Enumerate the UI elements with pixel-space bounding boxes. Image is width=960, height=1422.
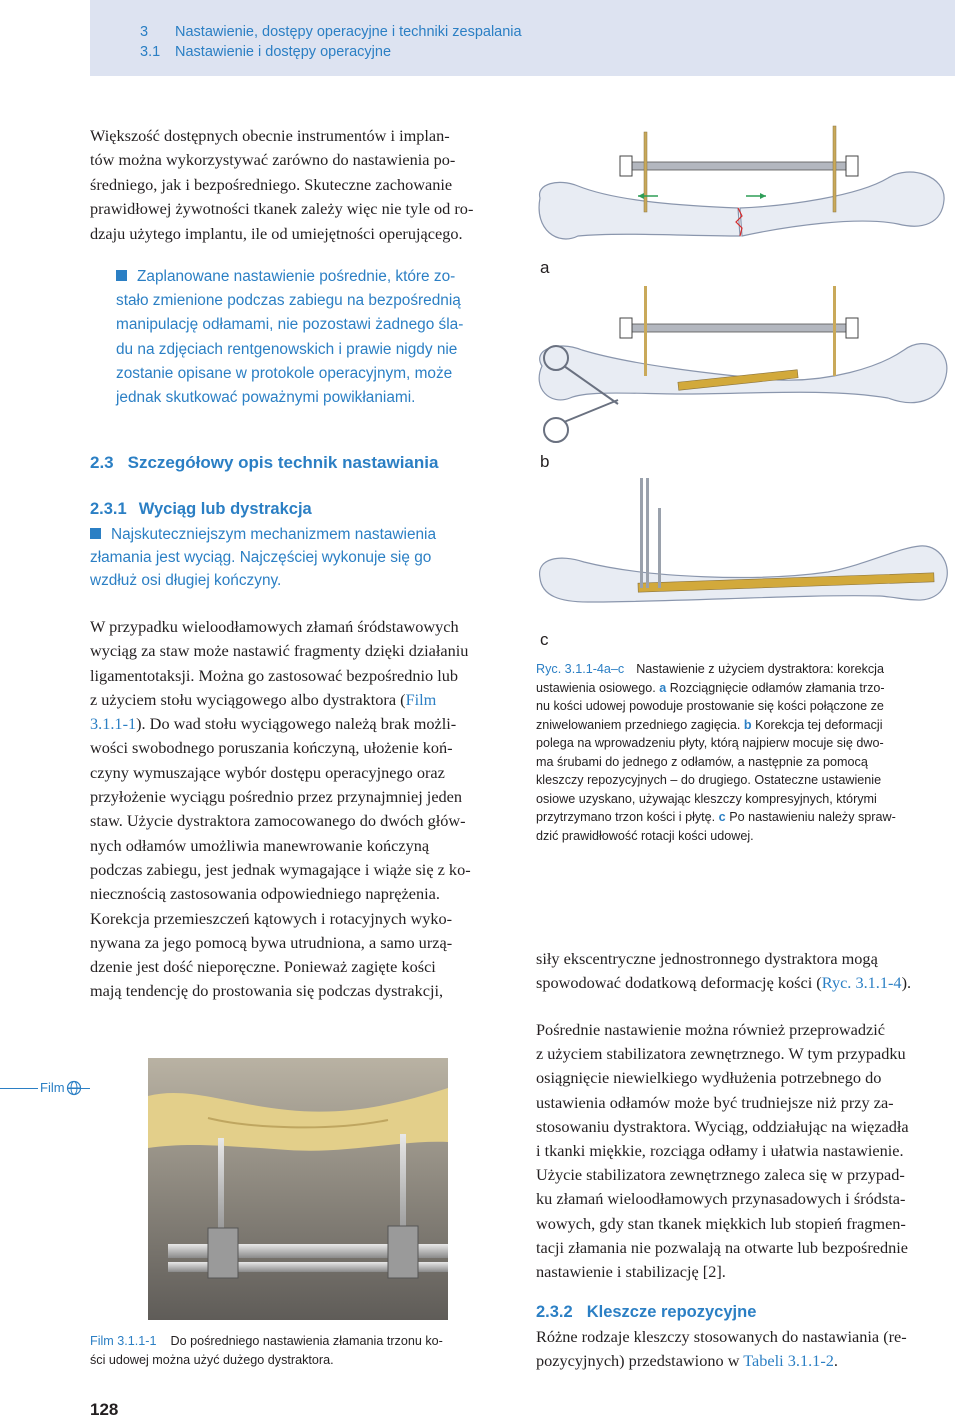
film-link[interactable]: Film	[405, 689, 437, 709]
text-line: Większość dostępnych obecnie instrumentów i implan-	[90, 126, 450, 145]
section-2-3-2-text: Różne rodzaje kleszczy stosowanych do nastawiania (re- pozycyjnych) przedstawiono w Tabeli 3.1.1-2.	[536, 1327, 907, 1371]
chapter-title: Nastawienie, dostępy operacyjne i techniki zespalania	[175, 24, 522, 40]
running-header	[90, 0, 955, 76]
film-label: Film	[40, 1080, 65, 1095]
figure-label-a: a	[540, 258, 550, 277]
figure-caption: Ryc. 3.1.1-4a–c Nastawienie z użyciem dystraktora: korekcja ustawienia osiowego. a Rozciągnięcie odłamów złamania trzo- nu kości udowej powoduje prostowanie się kości połączone ze zniwelowaniem przedniego zagięcia. b Korekcja tej deformacji polega na wprowadzeniu płyty, którą najpierw mocuje się dwo- ma śrubami do jednego z odłamów, a następnie za pomocą kleszczy repozycyjnych – do drugiego. Ostateczne ustawienie osiowe uzyskano, używając kleszczy kompresyjnych, którymi przytrzymano trzon kości i płytę. c Po nastawieniu należy spraw- dzić prawidłowość rotacji kości udowej.	[536, 662, 896, 843]
panel-c-drawing	[540, 478, 948, 602]
text-line: du na zdjęciach rentgenowskich i prawie nigdy nie	[116, 340, 458, 358]
highlight-note-2	[90, 523, 514, 592]
body-paragraph-right-2: Pośrednie nastawienie można również przeprowadzić z użyciem stabilizatora zewnętrznego. W tym przypadku osiągnięcie niewielkiego wydłużenia potrzebnego do ustawienia odłamów może być trudniejsze niż przy za- stosowaniu dystraktora. Wyciąg, oddziałując na więzadła i tkanki miękkie, rozciąga odłamy i ułatwia nastawienie. Użycie stabilizatora zewnętrznego zaleca się w przypad- ku złamań wieloodłamowych przynasadowych i śródsta- wowych, gdy stan tkanek miękkich lub stopień fragmen- tacji złamania nie pozwalają na otwarte lub bezpośrednie nastawienie i stabilizację [2].	[536, 1020, 909, 1282]
figure-label-b: b	[540, 452, 550, 471]
section-number: 3.1	[140, 44, 161, 60]
chapter-heading	[140, 24, 522, 40]
chapter-number: 3	[140, 24, 149, 40]
square-bullet-icon	[90, 528, 101, 539]
text-line: prawidłowej żywotności tkanek zależy więc nie tyle od ro-	[90, 199, 474, 219]
text-line: złamania jest wyciąg. Najczęściej wykonuje się go	[90, 549, 432, 566]
highlight-note	[116, 265, 512, 410]
figure-link[interactable]: Ryc. 3.1.1-4	[821, 973, 902, 993]
distractor-illustration	[528, 118, 960, 658]
text-line: średniego, jak i bezpośredniego. Skuteczne zachowanie	[90, 174, 453, 194]
text-line: Najskuteczniejszym mechanizmem nastawienia	[90, 523, 514, 546]
film-still-photo	[148, 1058, 448, 1320]
film-globe-icon	[66, 1080, 82, 1096]
intro-paragraph	[90, 124, 510, 246]
text-line: stało zmienione podczas zabiegu na bezpośrednią	[116, 292, 461, 310]
page-number: 128	[90, 1400, 119, 1419]
film-link-number[interactable]: 3.1.1-1	[90, 714, 137, 734]
text-line: wzdłuż osi długiej kończyny.	[90, 572, 282, 589]
film-margin-marker[interactable]	[0, 1060, 90, 1116]
square-bullet-icon	[116, 270, 127, 281]
text-line: zostanie opisane w protokole operacyjnym, może	[116, 364, 453, 382]
section-heading	[140, 44, 391, 60]
text-line: jednak skutkować poważnymi powikłaniami.	[116, 389, 416, 407]
text-line: tów można wykorzystywać zarówno do nastawienia po-	[90, 150, 456, 170]
text-line: dzaju użytego implantu, ile od umiejętności operującego.	[90, 223, 463, 243]
body-paragraph-right-1: siły ekscentryczne jednostronnego dystraktora mogą spowodować dodatkową deformację kości (Ryc. 3.1.1-4).	[536, 949, 912, 993]
text-line: manipulację odłamami, nie pozostawi żadnego śla-	[116, 316, 464, 334]
section-heading-2-3-1: 2.3.1 Wyciąg lub dystrakcja	[90, 500, 312, 518]
table-link[interactable]: Tabeli 3.1.1-2	[743, 1351, 834, 1371]
body-paragraph-left: W przypadku wieloodłamowych złamań śródstawowych wyciąg za staw może nastawić fragmenty dzięki działaniu ligamentotaksji. Można go zastosować bezpośrednio lub z użyciem stołu wyciągowego albo dystraktora (Film 3.1.1-1). Do wad stołu wyciągowego należą brak możli- wości swobodnego poruszania kończyną, ułożenie koń- czyny wymuszające wybór dostępu operacyjnego oraz przyłożenie wyciągu pośrednio przez przynajmniej jeden staw. Użycie dystraktora zamocowanego do dwóch głów- nych odłamów umożliwia manewrowanie kończyną podczas zabiegu, jest jednak wymagające i wiąże się z ko- niecznością zastosowania odpowiedniego naprężenia. Korekcja przemieszczeń kątowych i rotacyjnych wyko- nywana za jego pomocą bywa utrudniona, a samo urzą- dzenie jest dość nieporęczne. Ponieważ zagięte kości mają tendencję do prostowania się podczas dystrakcji,	[90, 617, 471, 1001]
text-line: Zaplanowane nastawienie pośrednie, które zo-	[116, 265, 512, 289]
section-heading-2-3-2: 2.3.2 Kleszcze repozycyjne	[536, 1303, 757, 1321]
figure-label-c: c	[540, 630, 549, 649]
panel-b-drawing	[539, 286, 947, 442]
section-heading-2-3: 2.3 Szczegółowy opis technik nastawiania	[90, 453, 439, 472]
section-title: Nastawienie i dostępy operacyjne	[175, 44, 392, 60]
film-caption: Film 3.1.1-1 Do pośredniego nastawienia złamania trzonu ko- ści udowej można użyć dużego dystraktora.	[90, 1334, 443, 1367]
panel-a-drawing	[539, 126, 944, 239]
